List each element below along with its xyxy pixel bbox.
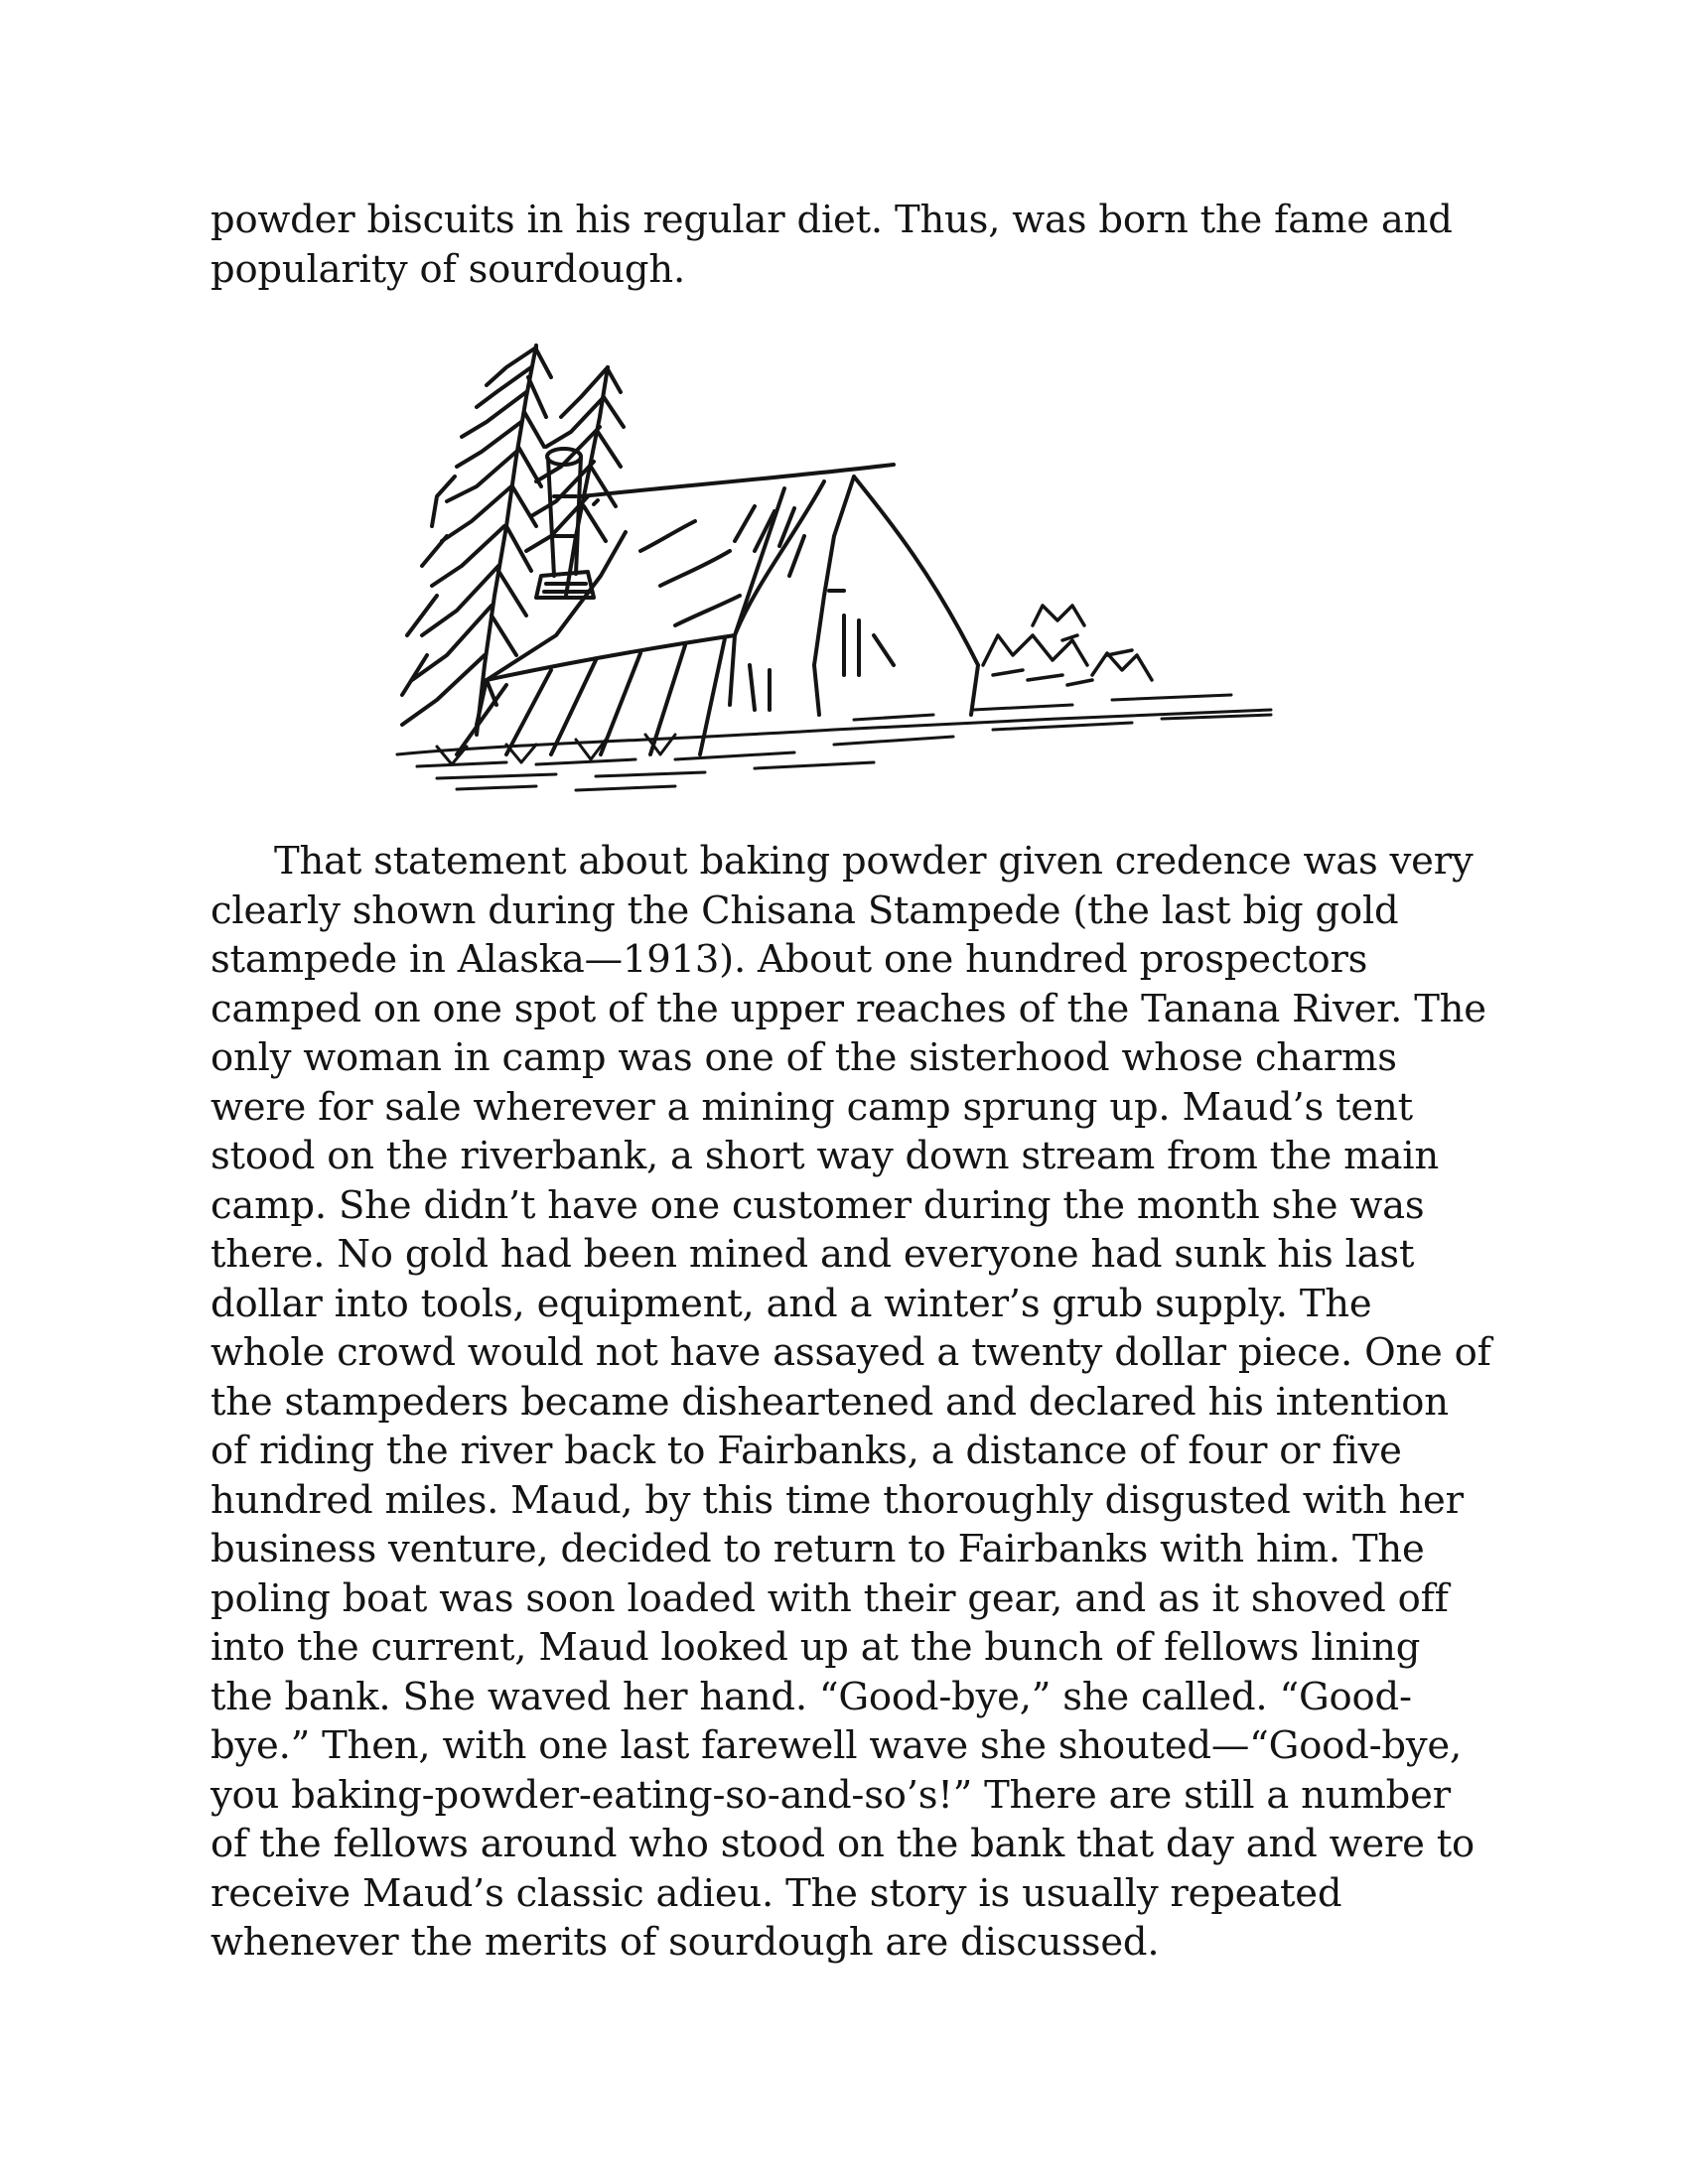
main-paragraph: That statement about baking powder given credence was very clearly shown during the Chisana Stampede (the last big gold stampede in Alaska—1913). About one hundred prospectors camped on one spot of the upper reaches of the Tanana River. The only woman in camp was one of the sisterhood whose charms were for sale wherever a mining camp sprung up. Maud’s tent stood on the riverbank, a short way down stream from the main camp. She didn’t have one customer during the month she was there. No gold had been mined and everyone had sunk his last dollar into tools, equipment, and a winter’s grub supply. The whole crowd would not have assayed a twenty dollar piece. One of the stampeders became disheartened and declared his intention of riding the river back to Fairbanks, a distance of four or five hundred miles. Maud, by this time thoroughly disgusted with her business venture, decided to return to Fairbanks with him. The poling boat was soon loaded with their gear, and as it shoved off into the current, Maud looked up at the bunch of fellows lining the bank. She waved her hand. “Good-bye,” she called. “Good-bye.” Then, with one last farewell wave she shouted—“Good-bye, you baking-powder-eating-so-and-so’s!” There are still a number of the fellows around who stood on the bank that day and were to receive Maud’s classic adieu. The story is usually repeated whenever the merits of sourdough are discussed. [211,839,1491,1965]
main-paragraph-block [211,837,1491,1968]
left-spruce-tree-icon [402,345,551,735]
tent-sketch-illustration [377,338,1311,804]
continued-paragraph: powder biscuits in his regular diet. Thus, was born the fame and popularity of sourdough. [211,198,1453,292]
continued-paragraph-block [211,196,1491,294]
bushes-icon [983,606,1152,685]
tent-icon [457,465,978,754]
